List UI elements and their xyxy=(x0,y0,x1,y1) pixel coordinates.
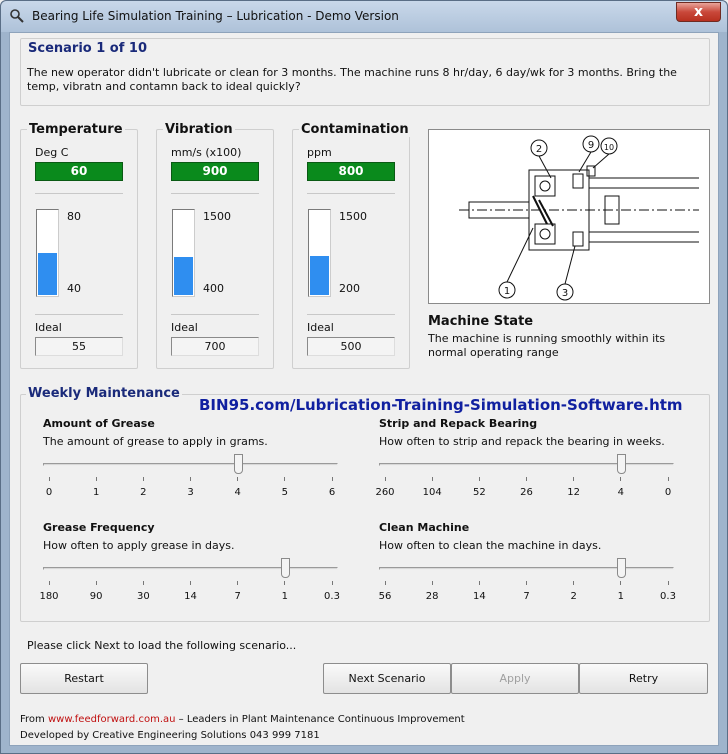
slider-tick xyxy=(96,477,97,481)
slider-tick xyxy=(284,477,285,481)
slider-tick-label: 180 xyxy=(39,591,59,602)
machine-state-text: The machine is running smoothly within its normal operating range xyxy=(428,332,666,359)
grease-frequency-slider-block xyxy=(39,520,343,610)
slider-tick xyxy=(49,581,50,585)
temperature-value: 60 xyxy=(35,162,123,181)
slider-tick xyxy=(237,477,238,481)
slider-tick xyxy=(620,477,621,481)
vibration-unit: mm/s (x100) xyxy=(171,146,242,159)
slider-tick-label: 52 xyxy=(472,487,486,498)
temperature-ideal-value: 55 xyxy=(35,337,123,356)
slider-description: How often to clean the machine in days. xyxy=(379,539,602,552)
slider-tick xyxy=(479,477,480,481)
slider-tick-label: 4 xyxy=(234,487,241,498)
slider-tick-label: 12 xyxy=(567,487,581,498)
slider-tick-label: 5 xyxy=(281,487,289,498)
close-button[interactable] xyxy=(676,2,721,22)
slider-tick xyxy=(668,581,669,585)
slider-tick-label: 14 xyxy=(472,591,486,602)
strip-repack-slider-block xyxy=(375,416,679,506)
slider-description: The amount of grease to apply in grams. xyxy=(43,435,268,448)
divider xyxy=(35,314,123,315)
vibration-title: Vibration xyxy=(165,122,233,137)
promo-banner: BIN95.com/Lubrication-Training-Simulation-Software.htm xyxy=(199,396,683,414)
divider xyxy=(35,193,123,194)
retry-button[interactable]: Retry xyxy=(579,663,708,694)
slider-tick-label: 30 xyxy=(136,591,150,602)
slider-description: How often to apply grease in days. xyxy=(43,539,235,552)
slider-tick xyxy=(190,581,191,585)
wrench-icon xyxy=(9,8,25,24)
slider-tick xyxy=(385,581,386,585)
bearing-schematic-icon xyxy=(429,130,709,303)
slider-tick-label: 0.3 xyxy=(660,591,676,602)
slider-tick xyxy=(620,581,621,585)
slider-track[interactable] xyxy=(43,463,338,466)
temperature-bar-fill xyxy=(38,253,57,295)
slider-tick xyxy=(432,581,433,585)
slider-tick-label: 1 xyxy=(92,487,100,498)
footer-from xyxy=(20,714,465,725)
scenario-title: Scenario 1 of 10 xyxy=(28,41,148,56)
slider-tick xyxy=(190,477,191,481)
contamination-title: Contamination xyxy=(301,122,409,137)
slider-tick-label: 26 xyxy=(520,487,533,498)
slider-tick xyxy=(49,477,50,481)
contamination-ideal-value: 500 xyxy=(307,337,395,356)
slider-thumb[interactable] xyxy=(617,454,626,474)
status-text: Please click Next to load the following scenario... xyxy=(27,639,297,652)
slider-track[interactable] xyxy=(379,463,674,466)
slider-label: Clean Machine xyxy=(379,521,470,534)
slider-tick-label: 2 xyxy=(140,487,147,498)
callout-label: 10 xyxy=(603,143,615,152)
slider-label: Amount of Grease xyxy=(43,417,155,430)
temperature-bar xyxy=(36,209,59,297)
slider-tick-label: 0.3 xyxy=(324,591,340,602)
footer-developed: Developed by Creative Engineering Solutions 043 999 7181 xyxy=(20,730,320,741)
temperature-title: Temperature xyxy=(29,122,123,137)
slider-description: How often to strip and repack the bearing in weeks. xyxy=(379,435,665,448)
contamination-bar-fill xyxy=(310,256,329,295)
callout-label: 1 xyxy=(503,286,511,297)
slider-track[interactable] xyxy=(379,567,674,570)
slider-tick xyxy=(526,581,527,585)
contamination-ideal-label: Ideal xyxy=(307,321,334,334)
slider-tick xyxy=(332,477,333,481)
scenario-description: The new operator didn't lubricate or clean for 3 months. The machine runs 8 hr/day, 6 day/wk for 3 months. Bring the temp, vibratn and contamn back to ideal quickly? xyxy=(27,66,677,93)
slider-tick-label: 7 xyxy=(234,591,241,602)
footer-from-suffix: – Leaders in Plant Maintenance Continuous Improvement xyxy=(178,714,465,725)
slider-tick-label: 0 xyxy=(45,487,53,498)
slider-label: Grease Frequency xyxy=(43,521,155,534)
slider-tick xyxy=(143,477,144,481)
clean-machine-slider-block xyxy=(379,520,679,610)
next-scenario-button[interactable]: Next Scenario xyxy=(323,663,451,694)
divider xyxy=(307,193,395,194)
callout-label: 9 xyxy=(587,140,595,151)
slider-thumb[interactable] xyxy=(234,454,243,474)
client-area xyxy=(9,32,719,746)
slider-tick-label: 4 xyxy=(617,487,625,498)
slider-tick-label: 0 xyxy=(664,487,672,498)
slider-tick xyxy=(332,581,333,585)
slider-thumb[interactable] xyxy=(617,558,626,578)
vibration-value: 900 xyxy=(171,162,259,181)
vibration-ideal-label: Ideal xyxy=(171,321,198,334)
slider-tick xyxy=(432,477,433,481)
slider-tick-label: 28 xyxy=(425,591,439,602)
vibration-bar-fill xyxy=(174,257,193,295)
slider-label: Strip and Repack Bearing xyxy=(379,417,538,430)
divider xyxy=(307,314,395,315)
divider xyxy=(171,193,259,194)
slider-tick xyxy=(526,477,527,481)
slider-thumb[interactable] xyxy=(281,558,290,578)
bearing-diagram xyxy=(428,129,710,304)
grease-amount-slider-block xyxy=(43,416,343,506)
slider-tick-label: 90 xyxy=(89,591,103,602)
vibration-ideal-value: 700 xyxy=(171,337,259,356)
slider-tick-label: 1 xyxy=(617,591,625,602)
restart-button[interactable]: Restart xyxy=(20,663,148,694)
vibration-bar xyxy=(172,209,195,297)
footer-from-prefix: From xyxy=(20,714,45,725)
slider-tick-label: 260 xyxy=(375,487,395,498)
vibration-scale-bottom: 400 xyxy=(203,282,224,295)
slider-tick-label: 56 xyxy=(378,591,392,602)
apply-button[interactable]: Apply xyxy=(451,663,579,694)
slider-tick xyxy=(573,477,574,481)
close-icon: x xyxy=(693,4,704,20)
slider-tick-label: 2 xyxy=(570,591,577,602)
callout-label: 2 xyxy=(535,144,543,155)
title-bar[interactable] xyxy=(1,1,727,32)
slider-tick-label: 7 xyxy=(523,591,530,602)
slider-tick xyxy=(385,477,386,481)
slider-tick xyxy=(96,581,97,585)
slider-tick xyxy=(573,581,574,585)
maintenance-title: Weekly Maintenance xyxy=(28,386,180,401)
contamination-unit: ppm xyxy=(307,146,332,159)
slider-tick-label: 6 xyxy=(328,487,336,498)
slider-tick-label: 14 xyxy=(184,591,197,602)
temperature-ideal-label: Ideal xyxy=(35,321,62,334)
contamination-scale-top: 1500 xyxy=(339,210,367,223)
slider-tick-label: 3 xyxy=(187,487,194,498)
slider-tick xyxy=(237,581,238,585)
slider-tick-label: 1 xyxy=(281,591,289,602)
callout-label: 3 xyxy=(561,288,569,299)
contamination-value: 800 xyxy=(307,162,395,181)
slider-tick xyxy=(284,581,285,585)
vibration-scale-top: 1500 xyxy=(203,210,231,223)
window-title: Bearing Life Simulation Training – Lubrication - Demo Version xyxy=(32,9,399,23)
machine-state-title: Machine State xyxy=(428,314,534,329)
slider-tick xyxy=(668,477,669,481)
temperature-scale-bottom: 40 xyxy=(67,282,81,295)
temperature-unit: Deg C xyxy=(35,146,69,159)
slider-tick xyxy=(479,581,480,585)
slider-tick-label: 104 xyxy=(422,487,442,498)
temperature-scale-top: 80 xyxy=(67,210,81,223)
contamination-bar xyxy=(308,209,331,297)
divider xyxy=(171,314,259,315)
slider-tick xyxy=(143,581,144,585)
slider-track[interactable] xyxy=(43,567,338,570)
contamination-scale-bottom: 200 xyxy=(339,282,360,295)
feedforward-link[interactable]: www.feedforward.com.au xyxy=(47,714,176,725)
